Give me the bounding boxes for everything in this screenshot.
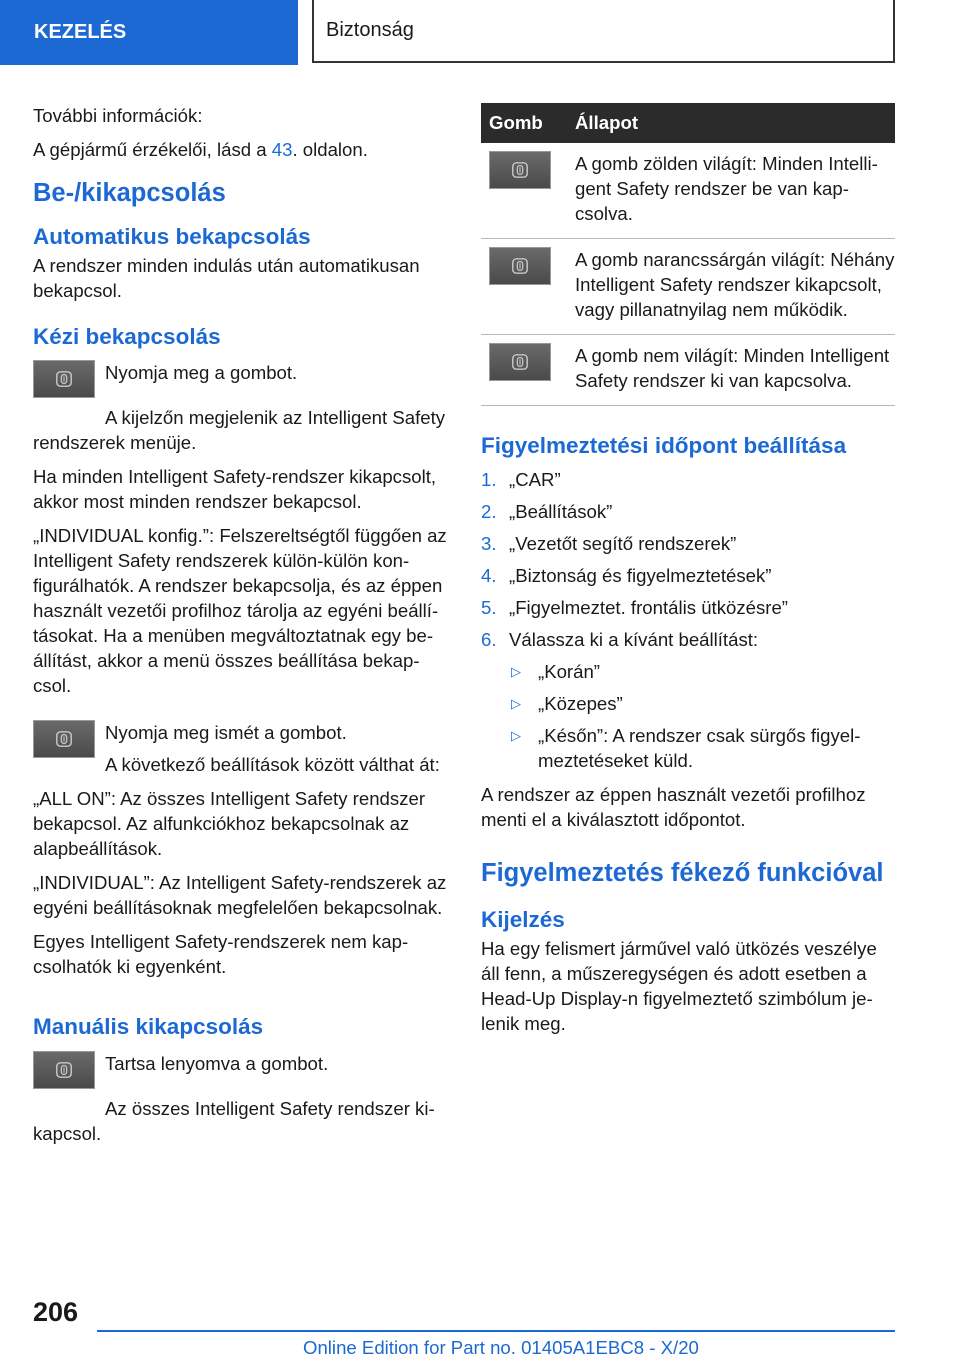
table-row [481,335,895,406]
button-state-table [481,103,895,406]
options-list [481,659,895,773]
list-item: 1. „CAR” [481,469,561,490]
safety-button-icon [489,247,551,285]
heading-display: Kijelzés [481,907,565,932]
list-item: 2. „Beállítások” [481,501,613,522]
state-text: A gomb zölden világít: Minden Intelligent Safety rendszer be van kapcsolva. [567,143,895,239]
triangle-icon: ▷ [511,664,521,679]
manual-off-block [33,1051,449,1089]
menu-appears-text: A kijelzőn megjelenik az Intelligent Safety rendszerek menüje. [33,407,446,453]
col-header-state: Állapot [567,103,895,143]
table-header-row [481,103,895,143]
heading-onoff: Be-/kikapcsolás [33,179,226,207]
right-column [481,103,895,1036]
footer-edition: Online Edition for Part no. 01405A1EBC8 - X/20 [303,1337,699,1358]
heading-warning-time: Figyelmeztetési időpont beállítása [481,433,847,458]
footer-divider [97,1330,895,1332]
hold-button-text: Tartsa lenyomva a gombot. [105,1053,329,1074]
triangle-icon: ▷ [511,696,521,711]
state-text: A gomb nem világít: Minden Intelligent Safety rendszer ki van kapcsolva. [567,335,895,406]
page-link[interactable]: 43 [271,139,293,160]
list-item: 4. „Biztonság és figyelmeztetések” [481,565,772,586]
list-item: 6. Válassza ki a kívánt beállítást: [481,629,759,650]
auto-text: A rendszer minden indulás után automatikusan bekapcsol. [33,255,420,301]
press-again-block [33,720,449,777]
list-item: ▷ „Közepes” [511,693,623,714]
list-item: 3. „Vezetőt segítő rendszerek” [481,533,737,554]
chapter-title: Biztonság [326,19,414,41]
page-number: 206 [33,1297,79,1327]
heading-manual-off: Manuális kikapcsolás [33,1014,264,1039]
list-item: 5. „Figyelmeztet. frontális ütközésre” [481,597,788,618]
manual-on-block [33,360,449,398]
table-row [481,239,895,335]
col-header-button: Gomb [481,103,567,143]
some-not-text: Egyes Intelligent Safety-rendszerek nem kapcsolhatók ki egyenként. [33,931,409,977]
info-label: További információk: [33,105,203,126]
section-title: KEZELÉS [34,21,127,43]
display-text: Ha egy felismert járművel való ütközés veszélye áll fenn, a műszeregységen és adott esetben a Head-Up Display-n figyelmeztető szimbólum jelenik meg. [481,938,877,1034]
info-text: A gépjármű érzékelői, lásd a 43. oldalon. [33,139,368,160]
all-off-text: Az összes Intelligent Safety rendszer kikapcsol. [33,1098,435,1144]
press-again-text: Nyomja meg ismét a gombot. [105,722,347,743]
state-text: A gomb narancssárgán világít: Néhány Intelligent Safety rendszer kikapcsolt, vagy pillanatnyilag nem működik. [567,239,895,335]
individual-config-text: „INDIVIDUAL konfig.”: Felszereltségtől függően az Intelligent Safety rendszerek külön-külön konfigurálhatók. A rendszer bekapcsolja, és az éppen használt vezetői profilhoz tárolja az egyéni beállításokat. Ha a menüben megváltoztatnak egy beállítást, akkor a menü összes beállítása bekapcsol. [33,525,447,696]
triangle-icon: ▷ [511,728,521,743]
stored-text: A rendszer az éppen használt vezetői profilhoz menti el a kiválasztott időpontot. [481,784,866,830]
list-item: ▷ „Későn”: A rendszer csak sürgős figyelmeztetéseket küld. [511,725,861,771]
left-column [33,100,449,1146]
if-all-off-text: Ha minden Intelligent Safety-rendszer kikapcsolt, akkor most minden rendszer bekapcsol. [33,466,437,512]
safety-button-icon [489,151,551,189]
heading-manual-on: Kézi bekapcsolás [33,324,221,349]
safety-button-icon [33,360,95,398]
table-row [481,143,895,239]
switch-between-text: A következő beállítások között válthat át: [105,754,440,775]
heading-auto: Automatikus bekapcsolás [33,224,311,249]
press-once-text: Nyomja meg a gombot. [105,362,298,383]
all-on-text: „ALL ON”: Az összes Intelligent Safety rendszer bekapcsol. Az alfunkciókhoz bekapcsolnak az alapbeállítások. [33,788,426,859]
individual-text: „INDIVIDUAL”: Az Intelligent Safety-rendszerek az egyéni beállításoknak megfelelően bekapcsolnak. [33,872,447,918]
steps-list [481,467,895,652]
heading-brake-warning: Figyelmeztetés fékező funkcióval [481,859,884,887]
section-tab [0,0,298,65]
safety-button-icon [489,343,551,381]
safety-button-icon [33,720,95,758]
safety-button-icon [33,1051,95,1089]
chapter-header [312,0,895,63]
list-item: ▷ „Korán” [511,661,601,682]
